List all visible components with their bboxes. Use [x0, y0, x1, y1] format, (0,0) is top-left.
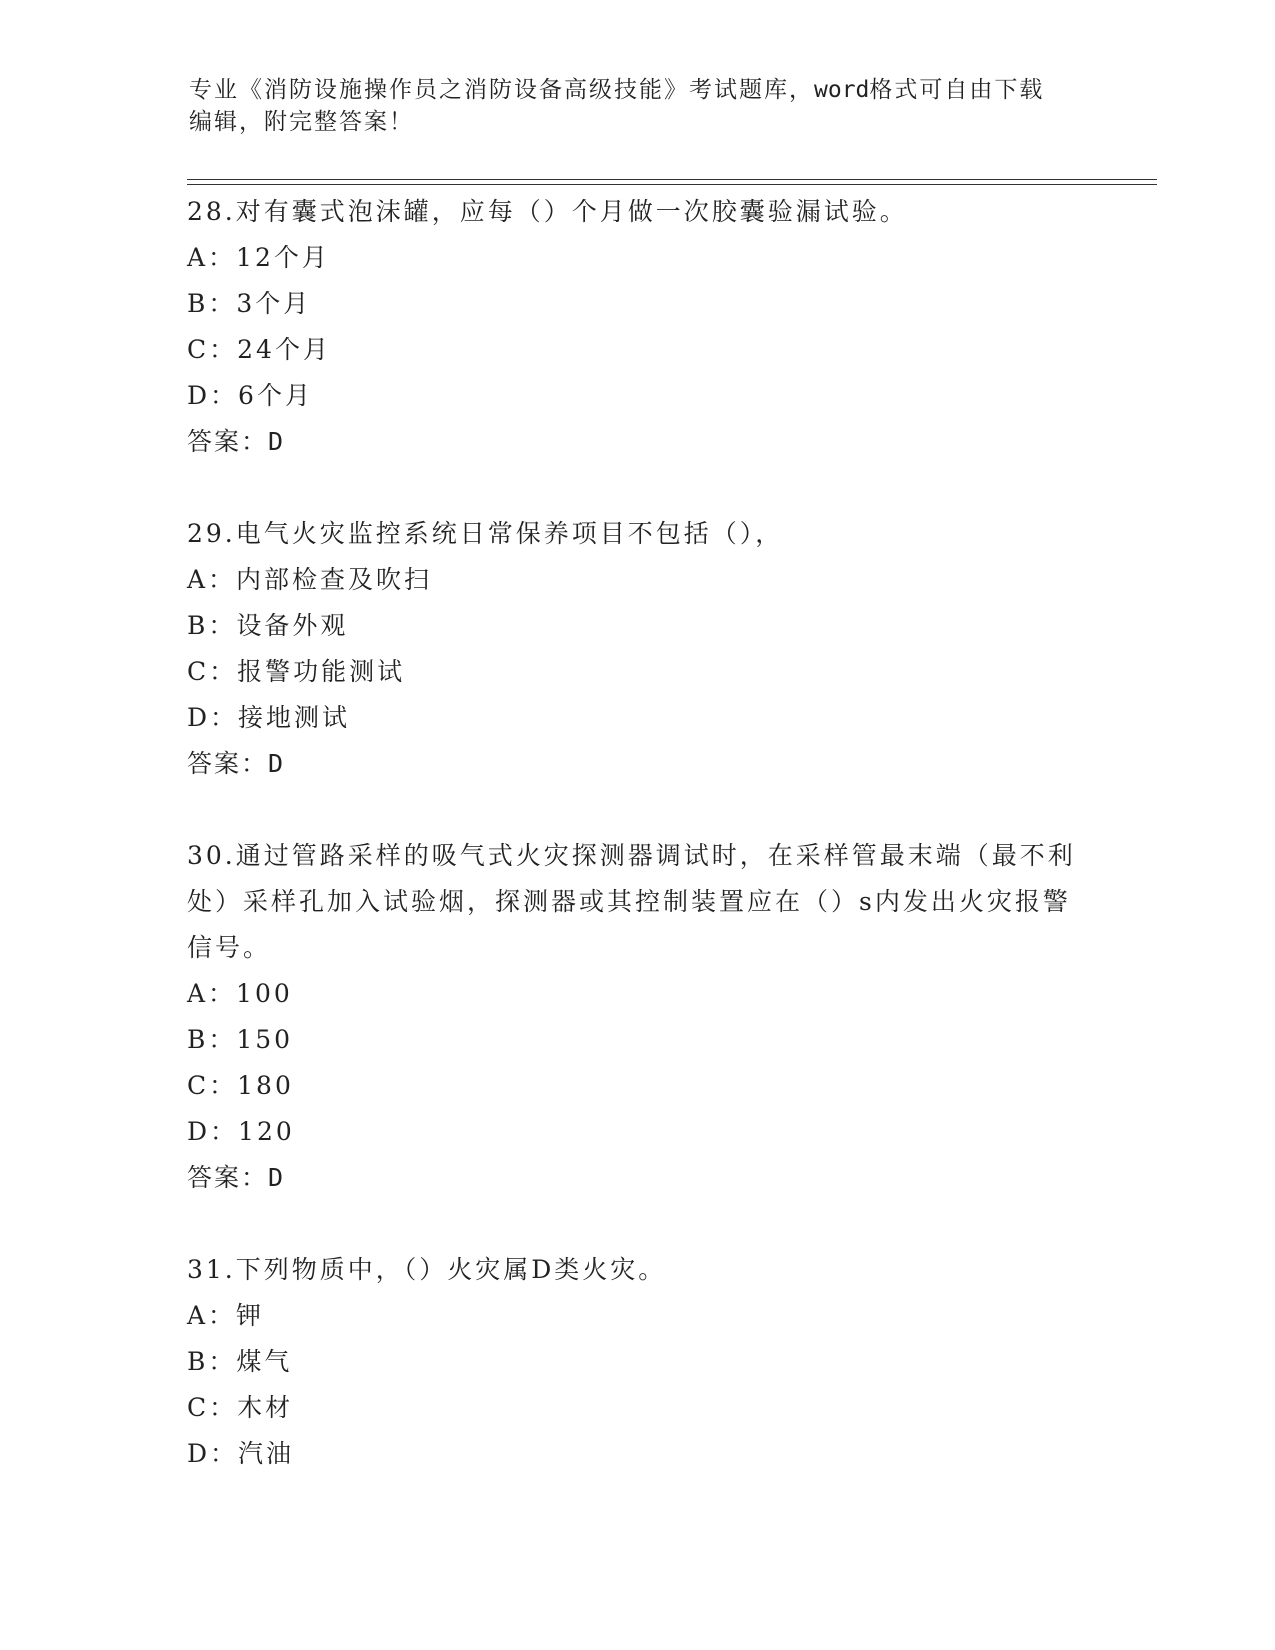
answer-label: 答案： [187, 1163, 269, 1192]
header-text-end: 格式可自由下载编辑，附完整答案！ [189, 77, 1045, 135]
option-d: D：接地测试 [187, 703, 351, 732]
answer-line [187, 741, 1087, 787]
option-c: C：24个月 [187, 335, 331, 364]
question-29 [187, 511, 1087, 787]
header-format-word: word [814, 77, 870, 103]
question-stem: 31.下列物质中，（）火灾属D类火灾。 [187, 1255, 667, 1284]
option-b: B：设备外观 [187, 611, 349, 640]
header-divider-bottom [187, 184, 1157, 185]
question-stem: 30.通过管路采样的吸气式火灾探测器调试时，在采样管最末端（最不利处）采样孔加入试验烟，探测器或其控制装置应在（）s内发出火灾报警信号。 [187, 841, 1076, 962]
question-30 [187, 833, 1087, 1201]
question-list [187, 189, 1087, 1523]
option-d: D：汽油 [187, 1439, 295, 1468]
option-c: C：木材 [187, 1393, 294, 1422]
answer-value: D [268, 427, 284, 456]
option-a: A：100 [187, 979, 293, 1008]
document-header [189, 74, 1069, 138]
header-divider-top [187, 179, 1157, 180]
question-stem: 29.电气火灾监控系统日常保养项目不包括（）， [187, 519, 784, 548]
option-a: A：钾 [187, 1301, 265, 1330]
option-a: A：12个月 [187, 243, 330, 272]
question-stem: 28.对有囊式泡沫罐，应每（）个月做一次胶囊验漏试验。 [187, 197, 908, 226]
question-28 [187, 189, 1087, 465]
answer-label: 答案： [187, 749, 269, 778]
answer-value: D [268, 1163, 284, 1192]
option-c: C：报警功能测试 [187, 657, 406, 686]
option-d: D：6个月 [187, 381, 313, 410]
answer-line [187, 1155, 1087, 1201]
option-a: A：内部检查及吹扫 [187, 565, 433, 594]
answer-label: 答案： [187, 427, 269, 456]
option-b: B：150 [187, 1025, 294, 1054]
option-d: D：120 [187, 1117, 295, 1146]
option-b: B：煤气 [187, 1347, 293, 1376]
option-c: C：180 [187, 1071, 294, 1100]
header-text-start: 专业《消防设施操作员之消防设备高级技能》考试题库， [189, 77, 814, 103]
answer-value: D [268, 749, 284, 778]
question-31 [187, 1247, 1087, 1477]
answer-line [187, 419, 1087, 465]
option-b: B：3个月 [187, 289, 312, 318]
